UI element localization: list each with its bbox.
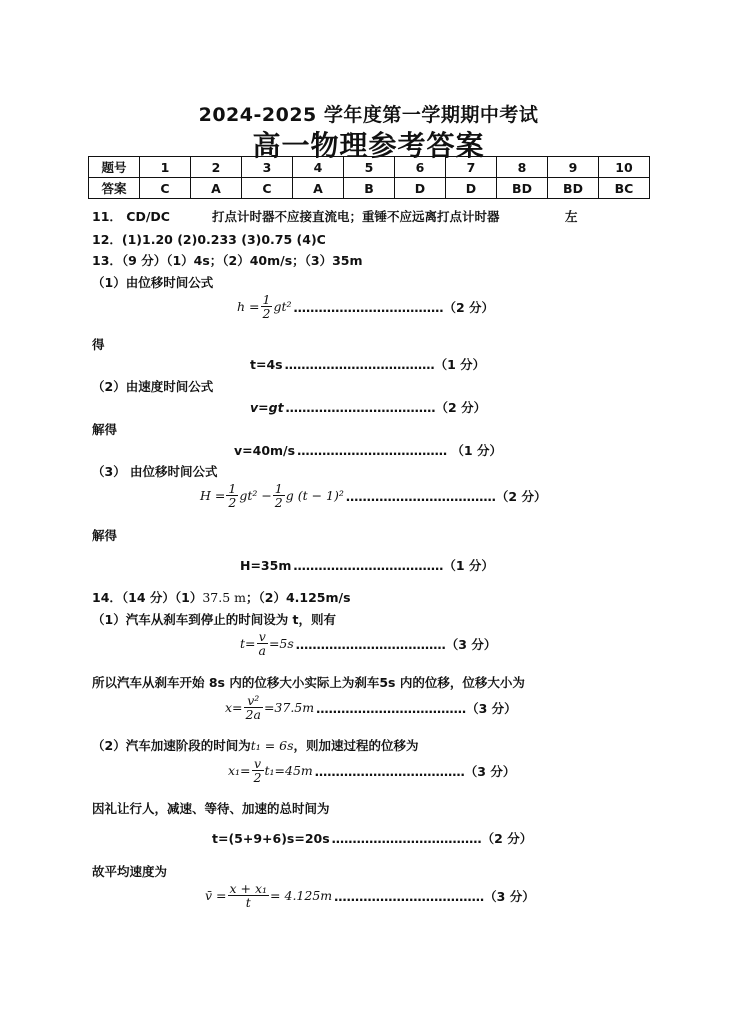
- score: ……………………………… （1 分）: [297, 443, 502, 458]
- score: ………………………………（3 分）: [295, 636, 497, 652]
- answer-cell: A: [191, 178, 242, 199]
- fraction-denominator: 2: [274, 495, 283, 510]
- q14-summary: [92, 588, 351, 606]
- intro-t1: t₁ = 6s: [250, 737, 294, 753]
- q13-part3-result: [240, 556, 494, 574]
- fraction: [261, 293, 273, 320]
- eq-value: t=(5+9+6)s=20s: [212, 830, 330, 846]
- score: ………………………………（3 分）: [316, 700, 517, 716]
- q14-part2-equation3: [205, 882, 535, 909]
- q13-part3-intro: （3） 由位移时间公式: [92, 464, 218, 479]
- question-number: 9: [548, 157, 599, 178]
- fraction-denominator: 2: [228, 495, 237, 510]
- eq-lhs: x₁=: [228, 763, 251, 778]
- score: ………………………………（3 分）: [334, 888, 535, 904]
- question-number: 6: [395, 157, 446, 178]
- result-value: v=40m/s: [234, 442, 296, 458]
- q11-answer: CD/DC: [126, 209, 170, 224]
- question-number-row: [89, 157, 650, 178]
- q13-part2-jiede: 解得: [92, 422, 118, 437]
- fraction: [226, 482, 238, 509]
- fraction: [257, 630, 268, 657]
- q13-summary: 13．（9 分）（1）4s；（2）40m/s；（3）35m: [92, 253, 363, 268]
- answer-cell: BC: [599, 178, 650, 199]
- eq-rhs: =5s: [268, 636, 294, 651]
- answer-cell: BD: [497, 178, 548, 199]
- eq-rhs: =37.5m: [263, 700, 315, 715]
- score: ………………………………（2 分）: [285, 400, 487, 415]
- q14-part1-equation: [240, 630, 496, 657]
- q14-part2-equation: [228, 757, 515, 784]
- fraction: [228, 882, 270, 909]
- q13-part1-result: [250, 355, 485, 373]
- question-number: 10: [599, 157, 650, 178]
- q13-part1-intro: （1）由位移时间公式: [92, 275, 214, 290]
- score: ………………………………（2 分）: [345, 488, 547, 504]
- question-number: 1: [140, 157, 191, 178]
- question-number: 4: [293, 157, 344, 178]
- score: ………………………………（3 分）: [314, 763, 516, 779]
- q13-part2-intro: （2）由速度时间公式: [92, 379, 214, 394]
- result-value: t=4s: [250, 356, 283, 372]
- fraction-denominator: a: [258, 643, 266, 658]
- fraction-denominator: 2: [253, 770, 262, 785]
- q14-part2-text3: 故平均速度为: [92, 864, 168, 879]
- fraction-denominator: 2: [262, 306, 271, 321]
- eq-lhs: x=: [225, 700, 243, 715]
- answer-cell: B: [344, 178, 395, 199]
- q14-part2-equation2: [212, 829, 532, 847]
- fraction: [252, 757, 264, 784]
- answer-cell: C: [242, 178, 293, 199]
- eq-lhs: v̄ =: [205, 888, 227, 903]
- answer-key-title: 高一物理参考答案: [252, 129, 485, 162]
- question-number: 2: [191, 157, 242, 178]
- score: ………………………………（1 分）: [293, 558, 494, 573]
- answer-cell: D: [395, 178, 446, 199]
- eq-lhs: H =: [200, 488, 226, 503]
- q14-part1-text2: 所以汽车从刹车开始 8s 内的位移大小实际上为刹车5s 内的位移，位移大小为: [92, 675, 525, 690]
- eq-rhs: = 4.125m: [270, 888, 333, 903]
- q14-summary-a: 14．（14 分）（1）: [92, 590, 203, 605]
- eq-part2: g (t − 1)²: [285, 488, 344, 503]
- fraction: [244, 694, 263, 721]
- fraction-numerator: 1: [274, 481, 283, 496]
- eq-rhs: gt²: [273, 299, 292, 314]
- q11-line: [92, 207, 170, 225]
- q11-reason: 打点计时器不应接直流电；重锤不应远离打点计时器: [212, 209, 500, 224]
- fraction-numerator: x + x₁: [229, 881, 268, 896]
- answer-table: [88, 156, 650, 199]
- fraction-denominator: 2a: [245, 707, 261, 722]
- exam-title: 2024-2025 学年度第一学期期中考试: [198, 104, 539, 126]
- fraction: [273, 482, 285, 509]
- q11-direction: 左: [565, 209, 578, 224]
- intro-a: （2）汽车加速阶段的时间为: [92, 738, 251, 753]
- q14-part1-equation2: [225, 694, 517, 721]
- score: ………………………………（1 分）: [284, 357, 486, 372]
- answer-cell: BD: [548, 178, 599, 199]
- answer-cell: C: [140, 178, 191, 199]
- question-number: 3: [242, 157, 293, 178]
- score: ………………………………（2 分）: [331, 831, 533, 846]
- q14-summary-b: ；（2）4.125m/s: [246, 590, 351, 605]
- fraction-numerator: v: [257, 630, 268, 644]
- q13-part3-jiede: 解得: [92, 528, 118, 543]
- q11-prefix: 11．: [92, 209, 122, 224]
- eq-lhs: t=: [240, 636, 256, 651]
- intro-b: ，则加速过程的位移为: [293, 738, 419, 753]
- q13-part2-result: [234, 441, 502, 459]
- answer-label: 答案: [89, 178, 140, 199]
- answer-row: [89, 178, 650, 199]
- answer-cell: A: [293, 178, 344, 199]
- question-number: 5: [344, 157, 395, 178]
- q13-part1-equation: [237, 293, 494, 320]
- fraction-numerator: v: [252, 757, 264, 771]
- eq-part1: gt² −: [239, 488, 272, 503]
- question-number: 7: [446, 157, 497, 178]
- result-value: H=35m: [240, 557, 292, 573]
- fraction-numerator: v²: [244, 694, 263, 708]
- q14-part2-text2: 因礼让行人，减速、等待、加速的总时间为: [92, 801, 330, 816]
- q14-summary-value: 37.5 m: [202, 589, 247, 605]
- q12-line: 12．(1)1.20 (2)0.233 (3)0.75 (4)C: [92, 232, 326, 247]
- answer-cell: D: [446, 178, 497, 199]
- fraction-denominator: t: [245, 895, 251, 910]
- fraction-numerator: 1: [228, 481, 237, 496]
- fraction-numerator: 1: [262, 292, 271, 307]
- question-number-label: 题号: [89, 157, 140, 178]
- eq-value: v=gt: [250, 399, 284, 415]
- eq-rhs: t₁=45m: [264, 763, 313, 778]
- q14-part1-intro: （1）汽车从刹车到停止的时间设为 t，则有: [92, 612, 337, 627]
- q13-part1-de: 得: [92, 337, 105, 352]
- score: ………………………………（2 分）: [293, 299, 495, 315]
- question-number: 8: [497, 157, 548, 178]
- q14-part2-intro: [92, 736, 419, 754]
- q13-part3-equation: [200, 482, 546, 509]
- eq-lhs: h =: [237, 299, 260, 314]
- q13-part2-equation: [250, 398, 486, 416]
